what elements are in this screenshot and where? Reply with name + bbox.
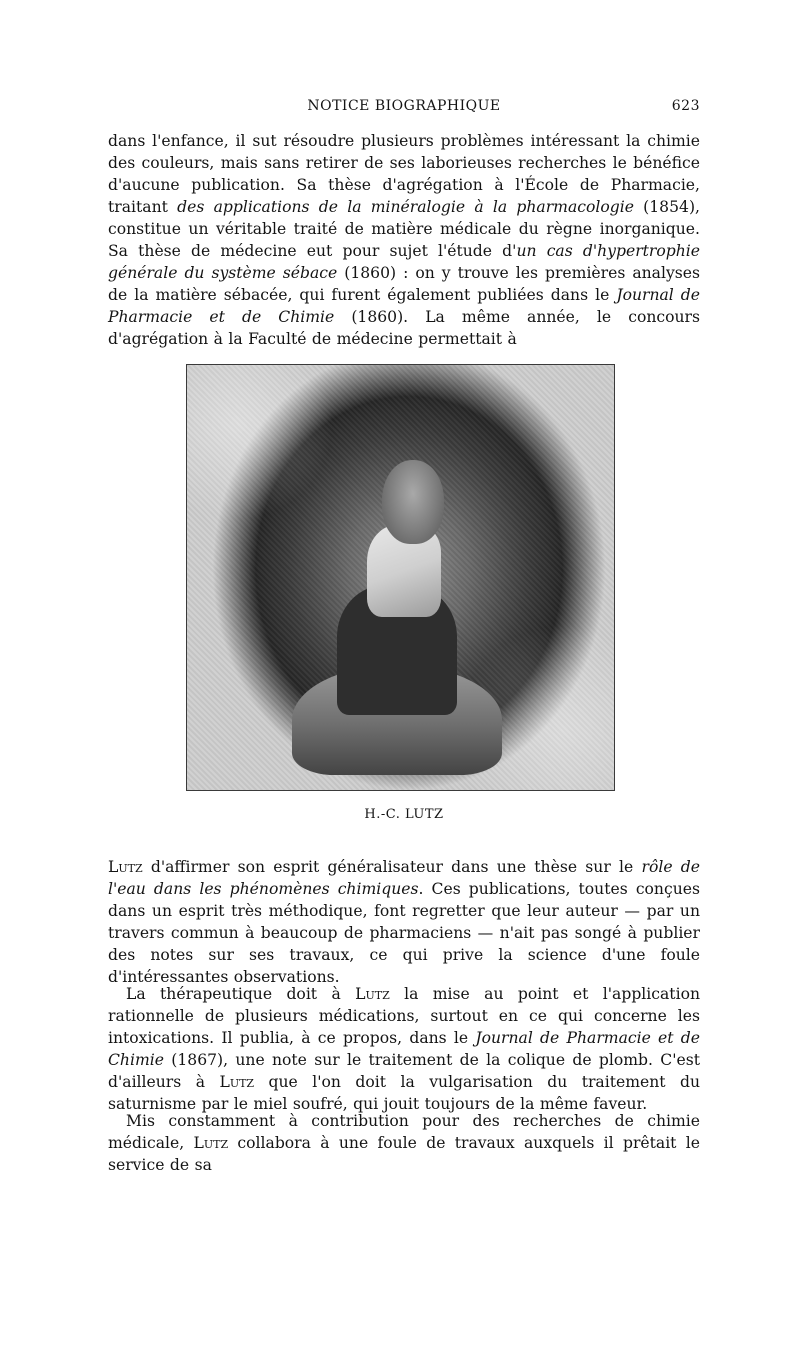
paragraph-3: [108, 983, 700, 1115]
author-name: Lutz: [193, 1134, 229, 1152]
paragraph-4-text-a: Mis constamment à contribution pour des recherches de chimie médicale,: [108, 1112, 700, 1152]
paragraph-3-text-d: (1867), une note sur le traitement de la colique de plomb. C'est d'ailleurs à: [108, 1051, 700, 1091]
photo-head: [382, 460, 444, 544]
paragraph-1-text-a: dans l'enfance, il sut résoudre plusieurs problèmes intéressant la chimie des couleurs, mais sans retirer de ses laborieuses recherches le bénéfice d'aucune publication. Sa thèse d'agrégation à l'École de Pharmacie, traitant: [108, 132, 700, 216]
paragraph-1-text-c: (1854), constitue un véritable traité de matière médicale du règne inorganique. Sa thèse de médecine eut pour sujet l'étude d': [108, 198, 700, 260]
paragraph-4: [108, 1110, 700, 1176]
thesis-title-eau: rôle de l'eau dans les phénomènes chimiques: [108, 858, 700, 898]
figure-caption: H.-C. LUTZ: [364, 807, 444, 822]
journal-title: Journal de Pharmacie et de Chimie: [108, 286, 700, 326]
paragraph-2-text-a: d'affirmer son esprit généralisateur dans une thèse sur le: [142, 858, 642, 876]
author-name: Lutz: [219, 1073, 255, 1091]
paragraph-3-text-b: la mise au point et l'application rationnelle de plusieurs médications, surtout en ce qui concerne les intoxications. Il publia, à ce propos, dans le: [108, 985, 700, 1047]
page-number: 623: [671, 98, 700, 114]
author-name: Lutz: [355, 985, 390, 1003]
portrait-photograph: [186, 364, 615, 791]
paragraph-2-text-c: . Ces publications, toutes conçues dans un esprit très méthodique, font regretter que leur auteur — par un travers commun à beaucoup de pharmaciens — n'ait pas songé à publier des notes sur ses travaux, ce qui prive la science d'une foule d'intéressantes observations.: [108, 880, 700, 986]
running-title: NOTICE BIOGRAPHIQUE: [307, 98, 501, 114]
paragraph-1-text-g: (1860). La même année, le concours d'agrégation à la Faculté de médecine permettait à: [108, 308, 701, 348]
paragraph-3-text-a: La thérapeutique doit à: [126, 985, 356, 1003]
thesis-title-agregation: des applications de la minéralogie à la pharmacologie: [177, 198, 634, 216]
journal-title: Journal de Pharmacie et de Chimie: [108, 1029, 700, 1069]
paragraph-3-text-e: que l'on doit la vulgarisation du traitement du saturnisme par le miel soufré, qui jouit toujours de la même faveur.: [108, 1073, 700, 1113]
paragraph-1-text-e: (1860) : on y trouve les premières analyses de la matière sébacée, qui furent également publiées dans le: [108, 264, 701, 304]
book-page: [108, 0, 700, 1356]
paragraph-4-text-b: collabora à une foule de travaux auxquels il prêtait le service de sa: [108, 1134, 700, 1174]
paragraph-1: [108, 130, 700, 350]
author-name: Lutz: [108, 858, 143, 876]
paragraph-2: [108, 856, 700, 988]
thesis-title-medecine: un cas d'hypertrophie générale du système sébace: [108, 242, 701, 282]
running-head: [108, 98, 700, 118]
